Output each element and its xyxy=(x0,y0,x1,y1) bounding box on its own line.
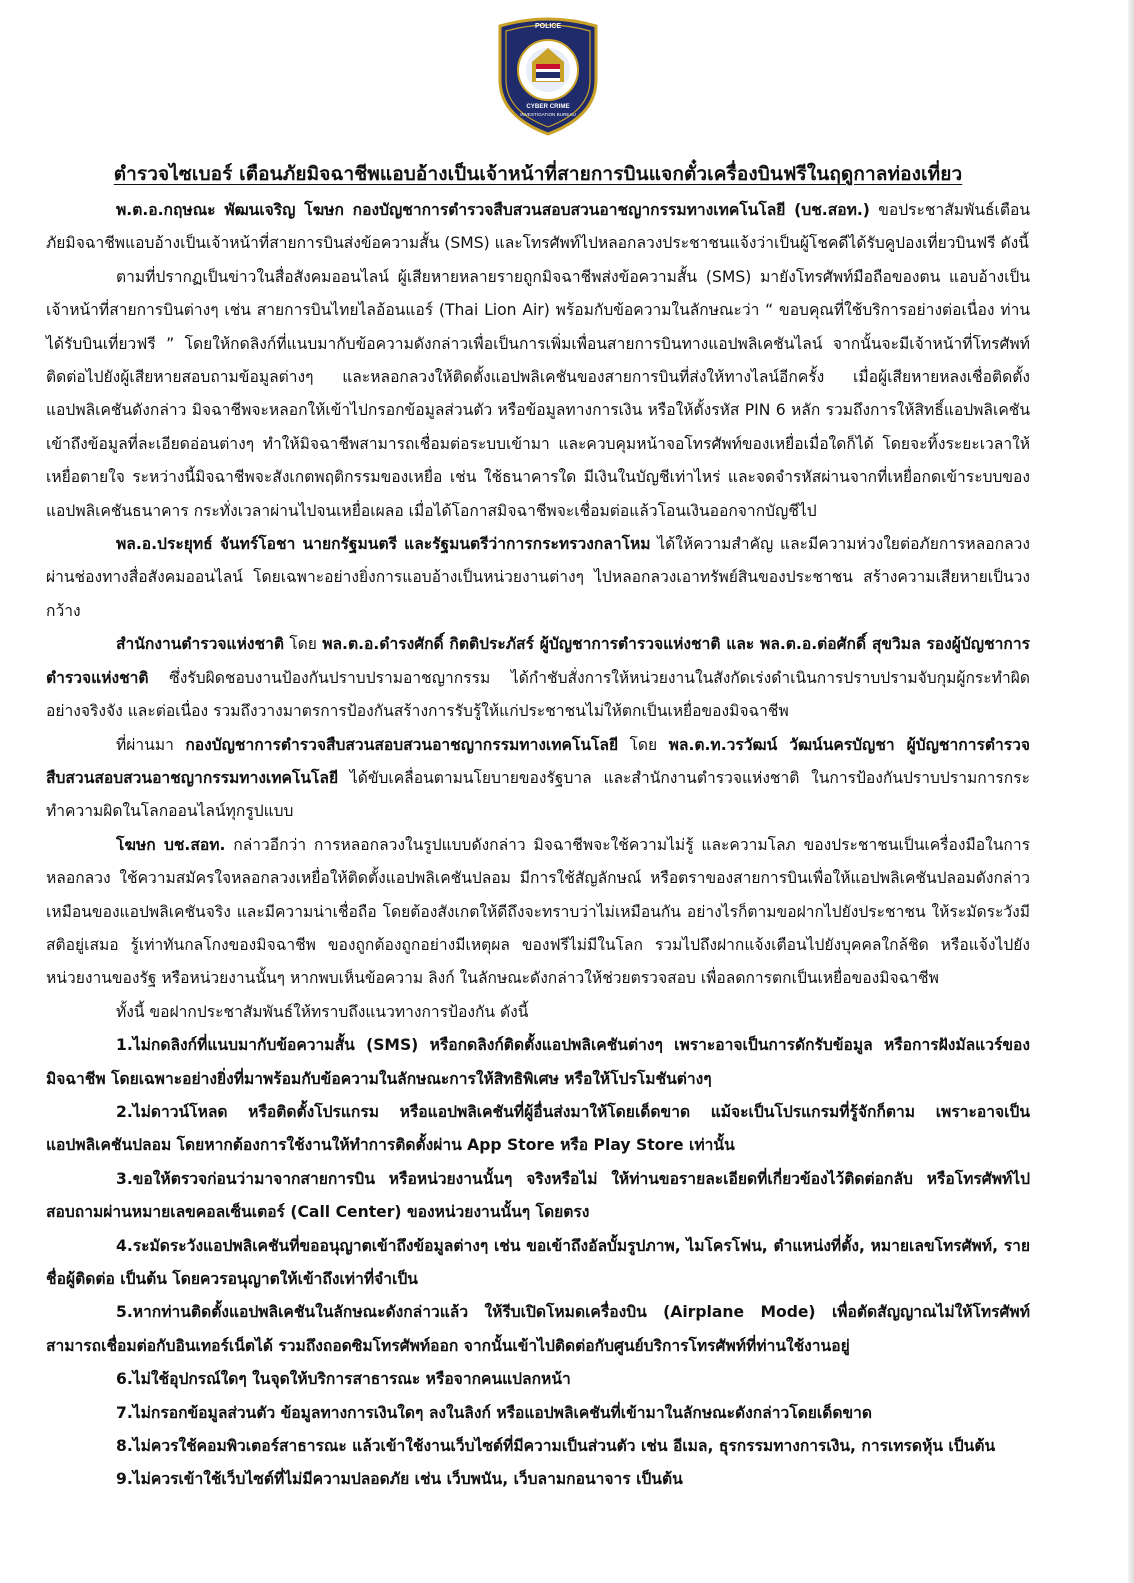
tip-item-8: 8.ไม่ควรใช้คอมพิวเตอร์สาธารณะ แล้วเข้าใช้งานเว็บไซต์ที่มีความเป็นส่วนตัว เช่น อีเมล, ธุรกรรมทางการเงิน, การเทรดหุ้น เป็นต้น xyxy=(116,1437,996,1456)
ccib-commander: พล.ต.ท.วรวัฒน์ วัฒน์นครบัญชา ผู้บัญชาการตำรวจสืบสวนสอบสวนอาชญากรรมทางเทคโนโลยี xyxy=(46,735,1030,787)
paragraph-text: ได้ขับเคลื่อนตามนโยบายของรัฐบาล และสำนักงานตำรวจแห่งชาติ ในการป้องกันปราบปรามการกระทำความผิดในโลกออนไลน์ทุกรูปแบบ xyxy=(46,768,1030,821)
connector-text: โดย xyxy=(618,735,669,754)
national-police-office: สำนักงานตำรวจแห่งชาติ xyxy=(116,635,284,654)
paragraph-text: ซึ่งรับผิดชอบงานป้องกันปราบปรามอาชญากรรม ได้กำชับสั่งการให้หน่วยงานในสังกัดเร่งดำเนินการปราบปรามจับกุมผู้กระทำผิดอย่างจริงจัง และต่อเนื่อง รวมถึงวางมาตรการป้องกันสร้างการรับรู้ให้แก่ประชาชนไม่ให้ตกเป็นเหยื่อของมิจฉาชีพ xyxy=(46,668,1030,721)
paragraph-tips-intro: ทั้งนี้ ขอฝากประชาสัมพันธ์ให้ทราบถึงแนวทางการป้องกัน ดังนี้ xyxy=(116,1002,529,1021)
logo-top-text: POLICE xyxy=(534,23,562,30)
page-title: ตำรวจไซเบอร์ เตือนภัยมิจฉาชีพแอบอ้างเป็นเจ้าหน้าที่สายการบินแจกตั๋วเครื่องบินฟรีในฤดูกาลท่องเที่ยว xyxy=(113,163,963,185)
connector-text: โดย xyxy=(283,635,323,654)
spokesman-title: โฆษก บช.สอท. xyxy=(116,835,226,854)
document-body xyxy=(46,160,1030,1497)
prime-minister-name: พล.อ.ประยุทธ์ จันทร์โอชา นายกรัฐมนตรี และรัฐมนตรีว่าการกระทรวงกลาโหม xyxy=(116,535,651,554)
paragraph-spokesman-intro xyxy=(46,194,1030,261)
tip-item-2: 2.ไม่ดาวน์โหลด หรือติดตั้งโปรแกรม หรือแอปพลิเคชันที่ผู้อื่นส่งมาให้โดยเด็ดขาด แม้จะเป็นโปรแกรมที่รู้จักก็ตาม เพราะอาจเป็นแอปพลิเคชันปลอม โดยหากต้องการใช้งานให้ทำการติดตั้งผ่าน App Store หรือ Play Store เท่านั้น xyxy=(46,1102,1030,1155)
tip-item-1: 1.ไม่กดลิงก์ที่แนบมากับข้อความสั้น (SMS) หรือกดลิงก์ติดตั้งแอปพลิเคชันต่างๆ เพราะอาจเป็นการดักรับข้อมูล หรือการฝังมัลแวร์ของมิจฉาชีพ โดยเฉพาะอย่างยิ่งที่มาพร้อมกับข้อความในลักษณะการให้สิทธิพิเศษ หรือให้โปรโมชันต่างๆ xyxy=(46,1036,1030,1088)
paragraph-text: ได้ให้ความสำคัญ และมีความห่วงใยต่อภัยการหลอกลวงผ่านช่องทางสื่อสังคมออนไลน์ โดยเฉพาะอย่างยิ่งการแอบอ้างเป็นหน่วยงานต่างๆ ไปหลอกลวงเอาทรัพย์สินของประชาชน สร้างความเสียหายเป็นวงกว้าง xyxy=(46,535,1030,620)
paragraph-ccib xyxy=(46,729,1030,829)
police-commanders: พล.ต.อ.ดำรงศักดิ์ กิตติประภัสร์ ผู้บัญชาการตำรวจแห่งชาติ และ พล.ต.อ.ต่อศักดิ์ สุขวิมล รองผู้บัญชาการตำรวจแห่งชาติ xyxy=(46,635,1030,687)
svg-text:CYBER CRIME: CYBER CRIME xyxy=(526,103,570,110)
tip-item-3: 3.ขอให้ตรวจก่อนว่ามาจากสายการบิน หรือหน่วยงานนั้นๆ จริงหรือไม่ ให้ท่านขอรายละเอียดที่เกี่ยวข้องไว้ติดต่อกลับ หรือโทรศัพท์ไปสอบถามผ่านหมายเลขคอลเซ็นเตอร์ (Call Center) ของหน่วยงานนั้นๆ โดยตรง xyxy=(46,1169,1030,1222)
tip-item-7: 7.ไม่กรอกข้อมูลส่วนตัว ข้อมูลทางการเงินใดๆ ลงในลิงก์ หรือแอปพลิเคชันที่เข้ามาในลักษณะดังกล่าวโดยเด็ดขาด xyxy=(116,1403,872,1422)
paragraph-text: ขอประชาสัมพันธ์เตือนภัยมิจฉาชีพแอบอ้างเป็นเจ้าหน้าที่สายการบินส่งข้อความสั้น (SMS) และโทรศัพท์ไปหลอกลวงประชาชนแจ้งว่าเป็นผู้โชคดีได้รับคูปองเที่ยวบินฟรี ดังนี้ xyxy=(46,201,1030,253)
spokesman-name: พ.ต.อ.กฤษณะ พัฒนเจริญ โฆษก กองบัญชาการตำรวจสืบสวนสอบสวนอาชญากรรมทางเทคโนโลยี (บช.สอท.) xyxy=(116,201,870,219)
svg-text:INVESTIGATION BUREAU: INVESTIGATION BUREAU xyxy=(520,112,576,117)
paragraph-prime-minister xyxy=(46,528,1030,628)
police-badge-logo xyxy=(492,12,604,136)
page-edge-shadow xyxy=(1128,0,1134,1583)
tip-item-9: 9.ไม่ควรเข้าใช้เว็บไซต์ที่ไม่มีความปลอดภัย เช่น เว็บพนัน, เว็บลามกอนาจาร เป็นต้น xyxy=(116,1470,683,1489)
tip-item-6: 6.ไม่ใช้อุปกรณ์ใดๆ ในจุดให้บริการสาธารณะ หรือจากคนแปลกหน้า xyxy=(116,1370,571,1389)
paragraph-news-detail: ตามที่ปรากฏเป็นข่าวในสื่อสังคมออนไลน์ ผู้เสียหายหลายรายถูกมิจฉาชีพส่งข้อความสั้น (SMS) มายังโทรศัพท์มือถือของตน แอบอ้างเป็นเจ้าหน้าที่สายการบินต่างๆ เช่น สายการบินไทยไลอ้อนแอร์ (Thai Lion Air) พร้อมกับข้อความในลักษณะว่า “ ขอบคุณที่ใช้บริการอย่างต่อเนื่อง ท่านได้รับบินเที่ยวฟรี ” โดยให้กดลิงก์ที่แนบมากับข้อความดังกล่าวเพื่อเป็นการเพิ่มเพื่อนสายการบินทางแอปพลิเคชันไลน์ จากนั้นจะมีเจ้าหน้าที่โทรศัพท์ติดต่อไปยังผู้เสียหายสอบถามข้อมูลต่างๆ และหลอกลวงให้ติดตั้งแอปพลิเคชันของสายการบินที่ส่งให้ทางไลน์อีกครั้ง เมื่อผู้เสียหายหลงเชื่อติดตั้งแอปพลิเคชันดังกล่าว มิจฉาชีพจะหลอกให้เข้าไปกรอกข้อมูลส่วนตัว หรือข้อมูลทางการเงิน หรือให้ตั้งรหัส PIN 6 หลัก รวมถึงการให้สิทธิ์แอปพลิเคชันเข้าถึงข้อมูลที่ละเอียดอ่อนต่างๆ ทำให้มิจฉาชีพสามารถเชื่อมต่อระบบเข้ามา และควบคุมหน้าจอโทรศัพท์ของเหยื่อเมื่อใดก็ได้ โดยจะทิ้งระยะเวลาให้เหยื่อตายใจ ระหว่างนี้มิจฉาชีพจะสังเกตพฤติกรรมของเหยื่อ เช่น ใช้ธนาคารใด มีเงินในบัญชีเท่าไหร่ และจดจำรหัสผ่านจากที่เหยื่อกดเข้าระบบของแอปพลิเคชันธนาคาร กระทั่งเวลาผ่านไปจนเหยื่อเผลอ เมื่อได้โอกาสมิจฉาชีพจะเชื่อมต่อแล้วโอนเงินออกจากบัญชีไป xyxy=(46,267,1030,520)
tip-item-4: 4.ระมัดระวังแอปพลิเคชันที่ขออนุญาตเข้าถึงข้อมูลต่างๆ เช่น ขอเข้าถึงอัลบั้มรูปภาพ, ไมโครโฟน, ตำแหน่งที่ตั้ง, หมายเลขโทรศัพท์, รายชื่อผู้ติดต่อ เป็นต้น โดยควรอนุญาตให้เข้าถึงเท่าที่จำเป็น xyxy=(46,1236,1030,1288)
paragraph-text: กล่าวอีกว่า การหลอกลวงในรูปแบบดังกล่าว มิจฉาชีพจะใช้ความไม่รู้ และความโลภ ของประชาชนเป็นเครื่องมือในการหลอกลวง ใช้ความสมัครใจหลอกลวงเหยื่อให้ติดตั้งแอปพลิเคชันปลอม มีการใช้สัญลักษณ์ หรือตราของสายการบินเพื่อให้แอปพลิเคชันปลอมดังกล่าวเหมือนของแอปพลิเคชันจริง และมีความน่าเชื่อถือ โดยต้องสังเกตให้ดีถึงจะทราบว่าไม่เหมือนกัน อย่างไรก็ตามขอฝากไปยังประชาชน ให้ระมัดระวังมีสติอยู่เสมอ รู้เท่าทันกลโกงของมิจฉาชีพ ของถูกต้องถูกอย่างมีเหตุผล ของฟรีไม่มีในโลก รวมไปถึงฝากแจ้งเตือนไปยังบุคคลใกล้ชิด หรือแจ้งไปยังหน่วยงานของรัฐ หรือหน่วยงานนั้นๆ หากพบเห็นข้อความ ลิงก์ ในลักษณะดังกล่าวให้ช่วยตรวจสอบ เพื่อลดการตกเป็นเหยื่อของมิจฉาชีพ xyxy=(46,835,1030,988)
lead-text: ที่ผ่านมา xyxy=(116,735,186,754)
paragraph-national-police xyxy=(46,628,1030,728)
tip-item-5: 5.หากท่านติดตั้งแอปพลิเคชันในลักษณะดังกล่าวแล้ว ให้รีบเปิดโหมดเครื่องบิน (Airplane Mode) เพื่อตัดสัญญาณไม่ให้โทรศัพท์สามารถเชื่อมต่อกับอินเทอร์เน็ตได้ รวมถึงถอดซิมโทรศัพท์ออก จากนั้นเข้าไปติดต่อกับศูนย์บริการโทรศัพท์ที่ท่านใช้งานอยู่ xyxy=(46,1303,1030,1355)
ccib-name: กองบัญชาการตำรวจสืบสวนสอบสวนอาชญากรรมทางเทคโนโลยี xyxy=(185,735,619,754)
paragraph-spokesman-warning xyxy=(46,829,1030,996)
